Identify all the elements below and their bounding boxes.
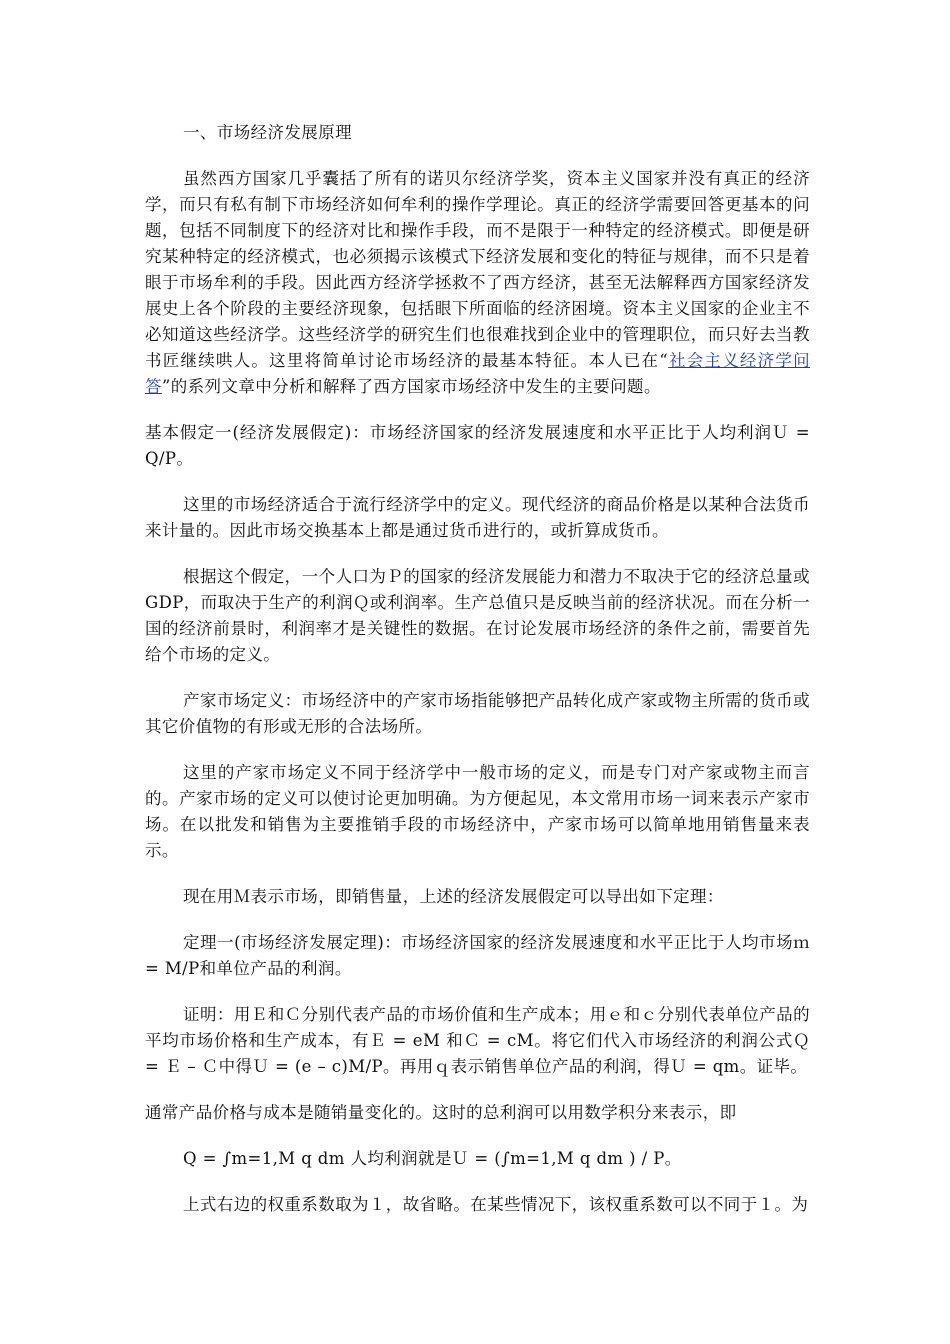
socialist-economics-qa-link[interactable]: 社会主义经济学问答 xyxy=(145,351,810,396)
producer-market-definition: 产家市场定义：市场经济中的产家市场指能够把产品转化成产家或物主所需的货币或其它价值物的有形或无形的合法场所。 xyxy=(145,691,810,736)
proof-paragraph: 证明：用Ｅ和Ｃ分别代表产品的市场价值和生产成本；用ｅ和ｃ分别代表单位产品的平均市场价格和生产成本，有Ｅ = eM 和Ｃ = cM。将它们代入市场经济的利润公式Ｑ = Ｅ – Ｃ中得Ｕ = (e – c)M/P。再用ｑ表示销售单位产品的利润，得Ｕ = qm。证毕。 xyxy=(145,1005,810,1076)
intro-text-after: ”的系列文章中分析和解释了西方国家市场经济中发生的主要问题。 xyxy=(161,377,661,396)
paragraph-intro xyxy=(145,166,810,400)
paragraph-assumption-explanation: 根据这个假定，一个人口为Ｐ的国家的经济发展能力和潜力不取决于它的经济总量或GDP，而取决于生产的利润Ｑ或利润率。生产总值只是反映当前的经济状况。而在分析一国的经济前景时，利润率才是关键性的数据。在讨论发展市场经济的条件之前，需要首先给个市场的定义。 xyxy=(145,567,810,664)
section-heading: 一、市场经济发展原理 xyxy=(183,123,352,142)
document-page xyxy=(145,120,810,1218)
paragraph-integral-intro: 通常产品价格与成本是随销量变化的。这时的总利润可以用数学积分来表示，即 xyxy=(145,1103,737,1122)
intro-text-before: 虽然西方国家几乎囊括了所有的诺贝尔经济学奖，资本主义国家并没有真正的经济学，而只有私有制下市场经济如何牟利的操作学理论。真正的经济学需要回答更基本的问题，包括不同制度下的经济对比和操作手段，而不是限于一种特定的经济模式。即便是研究某种特定的经济模式，也必须揭示该模式下经济发展和变化的特征与规律，而不只是着眼于市场牟利的手段。因此西方经济学拯救不了西方经济，甚至无法解释西方国家经济发展史上各个阶段的主要经济现象，包括眼下所面临的经济困境。资本主义国家的企业主不必知道这些经济学。这些经济学的研究生们也很难找到企业中的管理职位，而只好去当教书匠继续哄人。这里将简单讨论市场经济的最基本特征。本人已在“ xyxy=(145,169,810,370)
paragraph-producer-market-note: 这里的产家市场定义不同于经济学中一般市场的定义，而是专门对产家或物主而言的。产家市场的定义可以使讨论更加明确。为方便起见，本文常用市场一词来表示产家市场。在以批发和销售为主要推销手段的市场经济中，产家市场可以简单地用销售量来表示。 xyxy=(145,763,810,860)
paragraph-market-definition-note: 这里的市场经济适合于流行经济学中的定义。现代经济的商品价格是以某种合法货币来计量的。因此市场交换基本上都是通过货币进行的，或折算成货币。 xyxy=(145,495,810,540)
theorem-one: 定理一(市场经济发展定理)：市场经济国家的经济发展速度和水平正比于人均市场ｍ = M/P和单位产品的利润。 xyxy=(145,933,810,978)
paragraph-market-symbol: 现在用Ｍ表示市场，即销售量，上述的经济发展假定可以导出如下定理： xyxy=(183,887,724,906)
integral-formula: Q = ∫m=1,M q dm 人均利润就是Ｕ = (∫m=1,M q dm ) / P。 xyxy=(183,1149,682,1168)
assumption-one: 基本假定一(经济发展假定)：市场经济国家的经济发展速度和水平正比于人均利润Ｕ = Q/P。 xyxy=(145,423,810,468)
paragraph-weight-coefficient: 上式右边的权重系数取为１，故省略。在某些情况下，该权重系数可以不同于１。为 xyxy=(183,1195,809,1214)
